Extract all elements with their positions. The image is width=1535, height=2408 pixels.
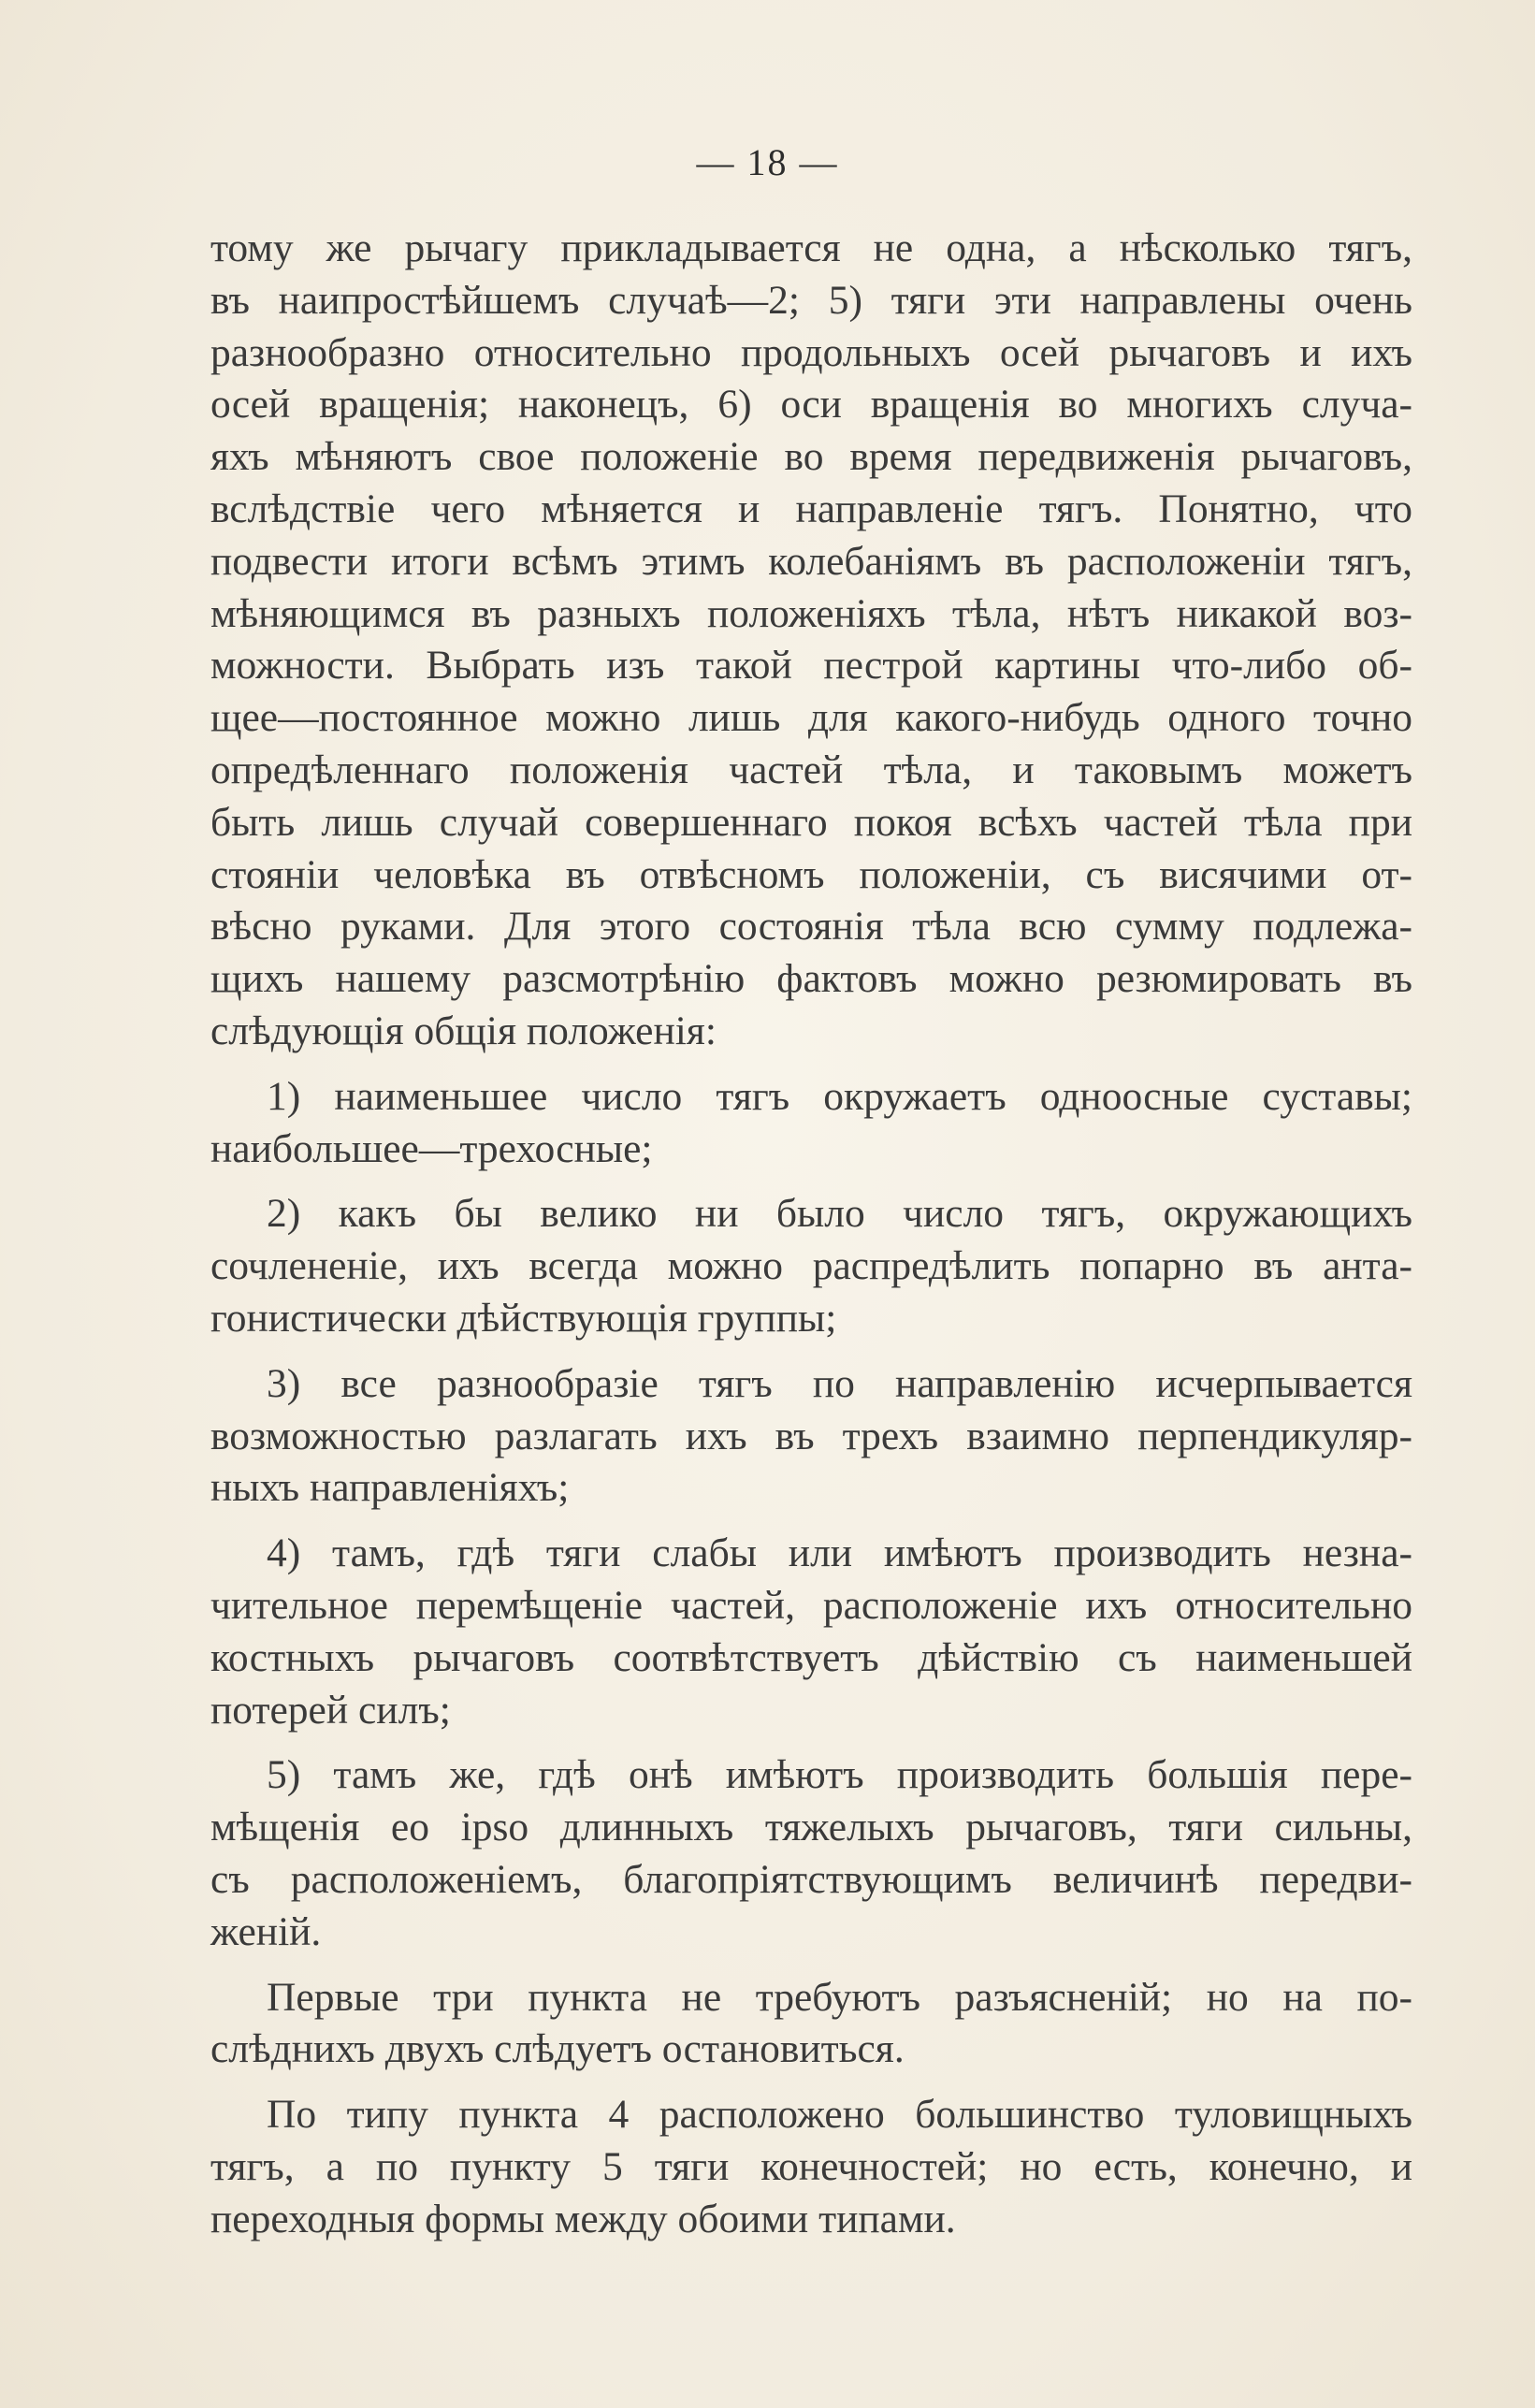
text-line: яхъ мѣняютъ свое положеніе во время передвиженія рычаговъ,	[210, 434, 1412, 480]
page-number: — 18 —	[696, 141, 839, 183]
paragraph	[210, 223, 1412, 1058]
text-line: наибольшее—трехосные;	[210, 1125, 653, 1171]
text-line: быть лишь случай совершеннаго покоя всѣхъ частей тѣла при	[210, 799, 1412, 845]
paragraph	[210, 1972, 1412, 2077]
text-line: 3) все разнообразіе тягъ по направленію исчерпывается	[267, 1360, 1412, 1406]
text-line: чительное перемѣщеніе частей, расположеніе ихъ относительно	[210, 1582, 1412, 1628]
text-line: 5) тамъ же, гдѣ онѣ имѣютъ производить большія пере-	[267, 1752, 1412, 1798]
text-line: мѣщенія eo ipso длинныхъ тяжелыхъ рычаговъ, тяги сильны,	[210, 1805, 1412, 1850]
text-line: гонистически дѣйствующія группы;	[210, 1295, 837, 1341]
paragraph	[210, 1071, 1412, 1176]
text-line: возможностью разлагать ихъ въ трехъ взаимно перпендикуляр-	[210, 1413, 1412, 1458]
text-line: сочлененіе, ихъ всегда можно распредѣлить попарно въ анта-	[210, 1243, 1412, 1289]
text-line: стояніи человѣка въ отвѣсномъ положеніи, съ висячими от-	[210, 851, 1412, 897]
paragraph	[210, 1749, 1412, 1958]
text-line: можности. Выбрать изъ такой пестрой картины что-либо об-	[210, 643, 1412, 689]
paragraph	[210, 2089, 1412, 2245]
text-line: въ наипростѣйшемъ случаѣ—2; 5) тяги эти направлены очень	[210, 277, 1412, 323]
text-line: тягъ, а по пункту 5 тяги конечностей; но есть, конечно, и	[210, 2143, 1412, 2189]
text-line: слѣдующія общія положенія:	[210, 1008, 717, 1053]
text-line: 4) тамъ, гдѣ тяги слабы или имѣютъ производить незна-	[267, 1530, 1412, 1576]
text-line: щее—постоянное можно лишь для какого-нибудь одного точно	[210, 695, 1412, 741]
text-line: переходныя формы между обоими типами.	[210, 2196, 956, 2241]
text-line: слѣднихъ двухъ слѣдуетъ остановиться.	[210, 2026, 905, 2072]
text-line: вѣсно руками. Для этого состоянія тѣла всю сумму подлежа-	[210, 904, 1412, 950]
text-line: тому же рычагу прикладывается не одна, а нѣсколько тягъ,	[210, 225, 1412, 270]
paragraph	[210, 1358, 1412, 1515]
text-line: ныхъ направленіяхъ;	[210, 1465, 570, 1511]
text-line: подвести итоги всѣмъ этимъ колебаніямъ въ расположеніи тягъ,	[210, 538, 1412, 584]
text-line: 2) какъ бы велико ни было число тягъ, окружающихъ	[267, 1191, 1412, 1237]
text-line: Первые три пункта не требуютъ разъясненій; но на по-	[267, 1974, 1412, 2020]
text-line: опредѣленнаго положенія частей тѣла, и таковымъ можетъ	[210, 747, 1412, 792]
paragraph	[210, 1188, 1412, 1344]
text-line: костныхъ рычаговъ соотвѣтствуетъ дѣйствію съ наименьшей	[210, 1634, 1412, 1680]
text-line: осей вращенія; наконецъ, 6) оси вращенія во многихъ случа-	[210, 382, 1412, 428]
text-line: щихъ нашему разсмотрѣнію фактовъ можно резюмировать въ	[210, 956, 1412, 1002]
text-line: 1) наименьшее число тягъ окружаетъ одноосные суставы;	[267, 1073, 1412, 1119]
text-line: потерей силъ;	[210, 1687, 451, 1733]
text-line: вслѣдствіе чего мѣняется и направленіе тягъ. Понятно, что	[210, 486, 1412, 531]
text-line: мѣняющимся въ разныхъ положеніяхъ тѣла, нѣтъ никакой воз-	[210, 590, 1412, 636]
paragraph	[210, 1528, 1412, 1736]
body-text	[210, 223, 1412, 2245]
text-line: съ расположеніемъ, благопріятствующимъ величинѣ передви-	[210, 1856, 1412, 1902]
text-line: женій.	[210, 1908, 322, 1954]
text-line: разнообразно относительно продольныхъ осей рычаговъ и ихъ	[210, 329, 1412, 375]
text-line: По типу пункта 4 расположено большинство туловищныхъ	[267, 2092, 1412, 2138]
